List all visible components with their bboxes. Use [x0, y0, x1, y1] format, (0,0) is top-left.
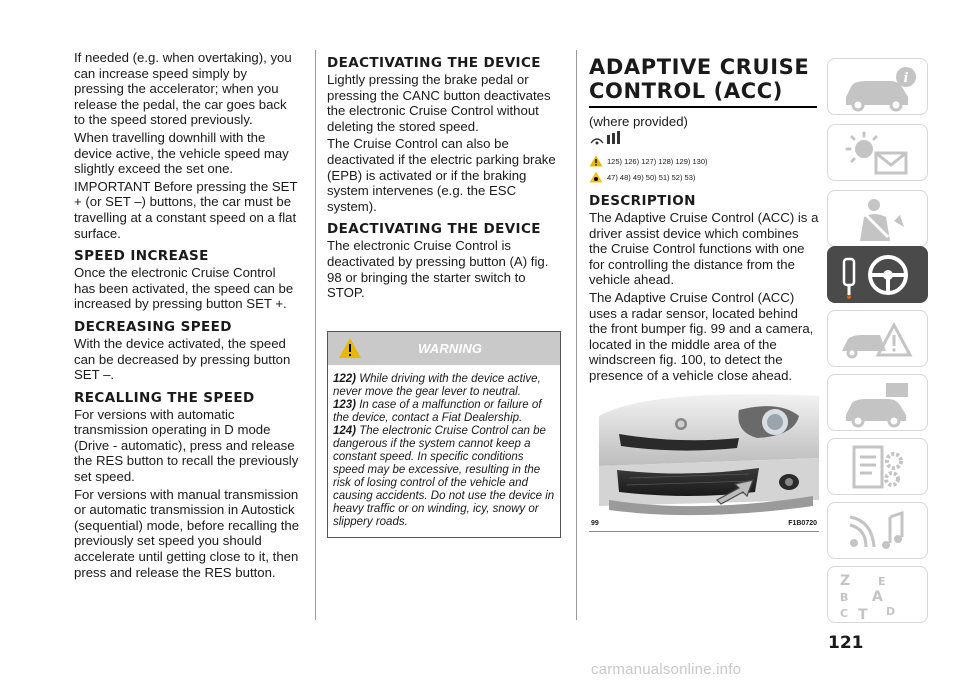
column-divider	[576, 50, 577, 620]
car-wrench-icon	[828, 375, 929, 432]
warning-number: 124)	[333, 424, 357, 437]
section-heading: RECALLING THE SPEED	[74, 389, 255, 406]
seatbelt-person-icon	[828, 191, 929, 248]
warning-text: In case of a malfunction or failure of the device, contact a Fiat Dealership.	[333, 398, 542, 424]
attention-references[interactable]: 47) 48) 49) 50) 51) 52) 53)	[607, 172, 696, 182]
paragraph: For versions with manual transmission or automatic transmission in Autostick (sequential) mode, before recalling the previously set speed you should accelerate until getting close to it, then press and release the RES button.	[74, 486, 300, 580]
tab-safety[interactable]	[827, 190, 928, 247]
warning-triangle-icon	[338, 337, 362, 359]
paragraph: The Adaptive Cruise Control (ACC) is a driver assist device which combines the Cruise Control functions with one for controlling the distance from the vehicle ahead.	[589, 210, 819, 288]
paragraph: When travelling downhill with the device active, the vehicle speed may slightly exceed the set one.	[74, 129, 289, 177]
warning-title: WARNING	[418, 340, 483, 356]
section-heading: SPEED INCREASE	[74, 248, 209, 265]
paragraph: The Adaptive Cruise Control (ACC) uses a radar sensor, located behind the front bumper fig. 99 and a camera, located in the middle area of the windscreen fig. 100, to detect the presence of a vehicle close ahead.	[589, 289, 814, 383]
warning-text: The electronic Cruise Control can be dangerous if the system cannot keep a constant speed. In specific conditions speed may be excessive, resulting in the risk of losing control of the vehicle and causing accidents. Do not use the device in heavy traffic or on winding, icy, snowy or slippery roads.	[333, 424, 555, 528]
chapter-title: ADAPTIVE CRUISE CONTROL (ACC)	[589, 50, 817, 108]
warning-body	[328, 365, 560, 537]
car-front-photo	[589, 388, 819, 532]
warning-item	[333, 399, 555, 425]
paragraph: With the device activated, the speed can be decreased by pressing button SET –.	[74, 335, 291, 383]
tab-multimedia[interactable]	[827, 502, 928, 559]
column-divider	[315, 50, 316, 620]
warning-reference-row	[589, 154, 819, 168]
car-info-icon	[828, 59, 929, 116]
paragraph: Lightly pressing the brake pedal or pressing the CANC button deactivates the electronic Cruise Control without deleting the stored speed.	[327, 72, 551, 134]
warning-header	[328, 332, 560, 365]
index-letter-c: C	[840, 607, 849, 620]
warning-triangle-icon	[589, 155, 603, 167]
figure-code: F1B0720	[788, 519, 817, 527]
column-3	[589, 50, 819, 532]
tab-warnings[interactable]	[827, 124, 928, 181]
index-letter-t: T	[858, 607, 868, 623]
section-heading: DEACTIVATING THE DEVICE	[327, 55, 541, 71]
index-letter-b: B	[840, 591, 849, 604]
index-letter-z: Z	[840, 573, 851, 589]
alphabet-index-icon	[828, 567, 929, 624]
key-steering-wheel-icon	[828, 247, 929, 304]
paragraph: IMPORTANT Before pressing the SET + (or SET –) buttons, the car must be travelling at a constant speed on a flat surface.	[74, 178, 298, 241]
section-heading: DECREASING SPEED	[74, 318, 232, 335]
paragraph: For versions with automatic transmission operating in D mode (Drive - automatic), press and release the RES button to recall the previously set speed.	[74, 406, 299, 485]
page-number: 121	[828, 633, 864, 653]
attention-triangle-icon	[589, 171, 603, 183]
watermark: carmanualsonline.info	[591, 661, 742, 678]
paragraph: Once the electronic Cruise Control has been activated, the speed can be increased by pressing button SET +.	[74, 265, 294, 312]
tab-maintenance[interactable]	[827, 374, 928, 431]
column-1	[74, 50, 300, 582]
warning-references[interactable]: 125) 126) 127) 128) 129) 130)	[607, 156, 708, 166]
document-gear-icon	[828, 439, 929, 496]
tab-emergency[interactable]	[827, 310, 928, 367]
index-letter-d: D	[886, 605, 896, 618]
tab-index[interactable]	[827, 566, 928, 623]
warning-text: While driving with the device active, never move the gear lever to neutral.	[333, 372, 541, 398]
figure-number: 99	[591, 519, 599, 527]
paragraph: The Cruise Control can also be deactivated if the electric parking brake (EPB) is activated or if the braking system intervenes (e.g. the ESC system).	[327, 136, 556, 214]
warning-item	[333, 373, 555, 399]
accident-car-icon	[828, 311, 929, 368]
column-2	[327, 50, 561, 538]
acc-symbol-icon	[589, 131, 625, 147]
tab-technical-data[interactable]	[827, 438, 928, 495]
warning-number: 123)	[333, 398, 357, 411]
tab-dashboard-info[interactable]	[827, 58, 928, 115]
warning-box	[327, 331, 561, 538]
warning-item	[333, 425, 555, 529]
svg-text:i: i	[903, 71, 909, 86]
index-letter-e: E	[878, 575, 886, 588]
tab-starting-driving[interactable]	[827, 246, 928, 303]
figure-car-front-bumper	[589, 388, 819, 532]
attention-reference-row	[589, 170, 819, 184]
satellite-note-icon	[828, 503, 929, 560]
warning-number: 122)	[333, 372, 357, 385]
paragraph: The electronic Cruise Control is deactivated by pressing button (A) fig. 98 or bringing the starter switch to STOP.	[327, 238, 549, 301]
paragraph: If needed (e.g. when overtaking), you can increase speed simply by pressing the accelerator; when you release the pedal, the car goes back to the speed stored previously.	[74, 50, 292, 128]
index-letter-a: A	[872, 589, 883, 605]
section-heading: DESCRIPTION	[589, 193, 696, 209]
section-heading: DEACTIVATING THE DEVICE	[327, 221, 541, 238]
sun-envelope-icon	[828, 125, 929, 182]
availability-note: (where provided)	[589, 114, 688, 129]
